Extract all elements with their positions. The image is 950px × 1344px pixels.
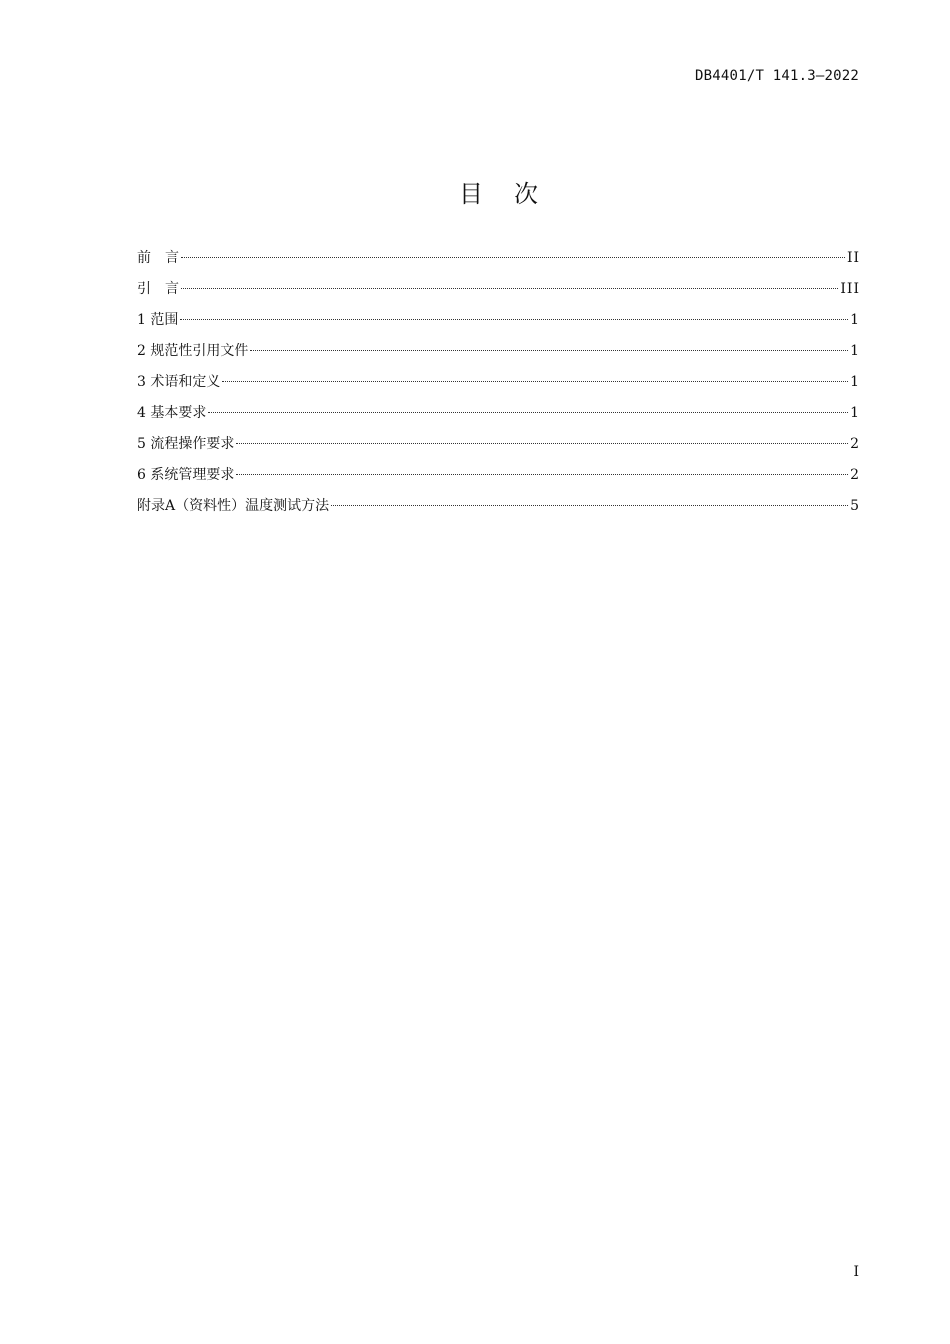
toc-entry-label: 6 系统管理要求 <box>137 467 235 483</box>
toc-entry-system-management[interactable] <box>137 462 860 493</box>
toc-dot-leader <box>250 350 848 351</box>
toc-entry-label: 引 言 <box>137 281 179 297</box>
toc-entry-label: 1 范围 <box>137 312 179 328</box>
toc-entry-page: 1 <box>850 343 860 359</box>
toc-entry-label: 4 基本要求 <box>137 405 207 421</box>
toc-dot-leader <box>331 505 848 506</box>
toc-dot-leader <box>180 319 848 320</box>
toc-entry-page: 1 <box>850 405 860 421</box>
toc-entry-label: 3 术语和定义 <box>137 374 221 390</box>
toc-entry-normative-references[interactable] <box>137 338 860 369</box>
toc-entry-page: 1 <box>850 312 860 328</box>
toc-title-char-2: 次 <box>514 180 539 208</box>
toc-entry-page: 2 <box>850 436 860 452</box>
toc-entry-page: 1 <box>850 374 860 390</box>
toc-dot-leader <box>222 381 848 382</box>
toc-entry-label: 前 言 <box>137 250 179 266</box>
toc-entry-page: 5 <box>850 498 860 514</box>
toc-title <box>0 174 950 209</box>
toc-entry-label: 2 规范性引用文件 <box>137 343 249 359</box>
toc-list <box>137 245 860 524</box>
toc-dot-leader <box>236 443 848 444</box>
document-code: DB4401/T 141.3—2022 <box>695 68 859 84</box>
toc-entry-page: 2 <box>850 467 860 483</box>
toc-entry-label: 5 流程操作要求 <box>137 436 235 452</box>
toc-entry-page: II <box>846 250 860 266</box>
toc-entry-process-requirements[interactable] <box>137 431 860 462</box>
page-number: I <box>853 1264 859 1280</box>
toc-entry-terms-definitions[interactable] <box>137 369 860 400</box>
toc-entry-scope[interactable] <box>137 307 860 338</box>
toc-dot-leader <box>236 474 848 475</box>
toc-entry-foreword[interactable] <box>137 245 860 276</box>
toc-entry-page: III <box>840 281 860 297</box>
toc-dot-leader <box>208 412 848 413</box>
toc-entry-appendix-a[interactable] <box>137 493 860 524</box>
toc-dot-leader <box>181 288 838 289</box>
toc-entry-basic-requirements[interactable] <box>137 400 860 431</box>
toc-entry-label: 附录A（资料性）温度测试方法 <box>137 498 330 514</box>
toc-title-char-1: 目 <box>459 180 484 208</box>
toc-entry-introduction[interactable] <box>137 276 860 307</box>
toc-dot-leader <box>181 257 845 258</box>
